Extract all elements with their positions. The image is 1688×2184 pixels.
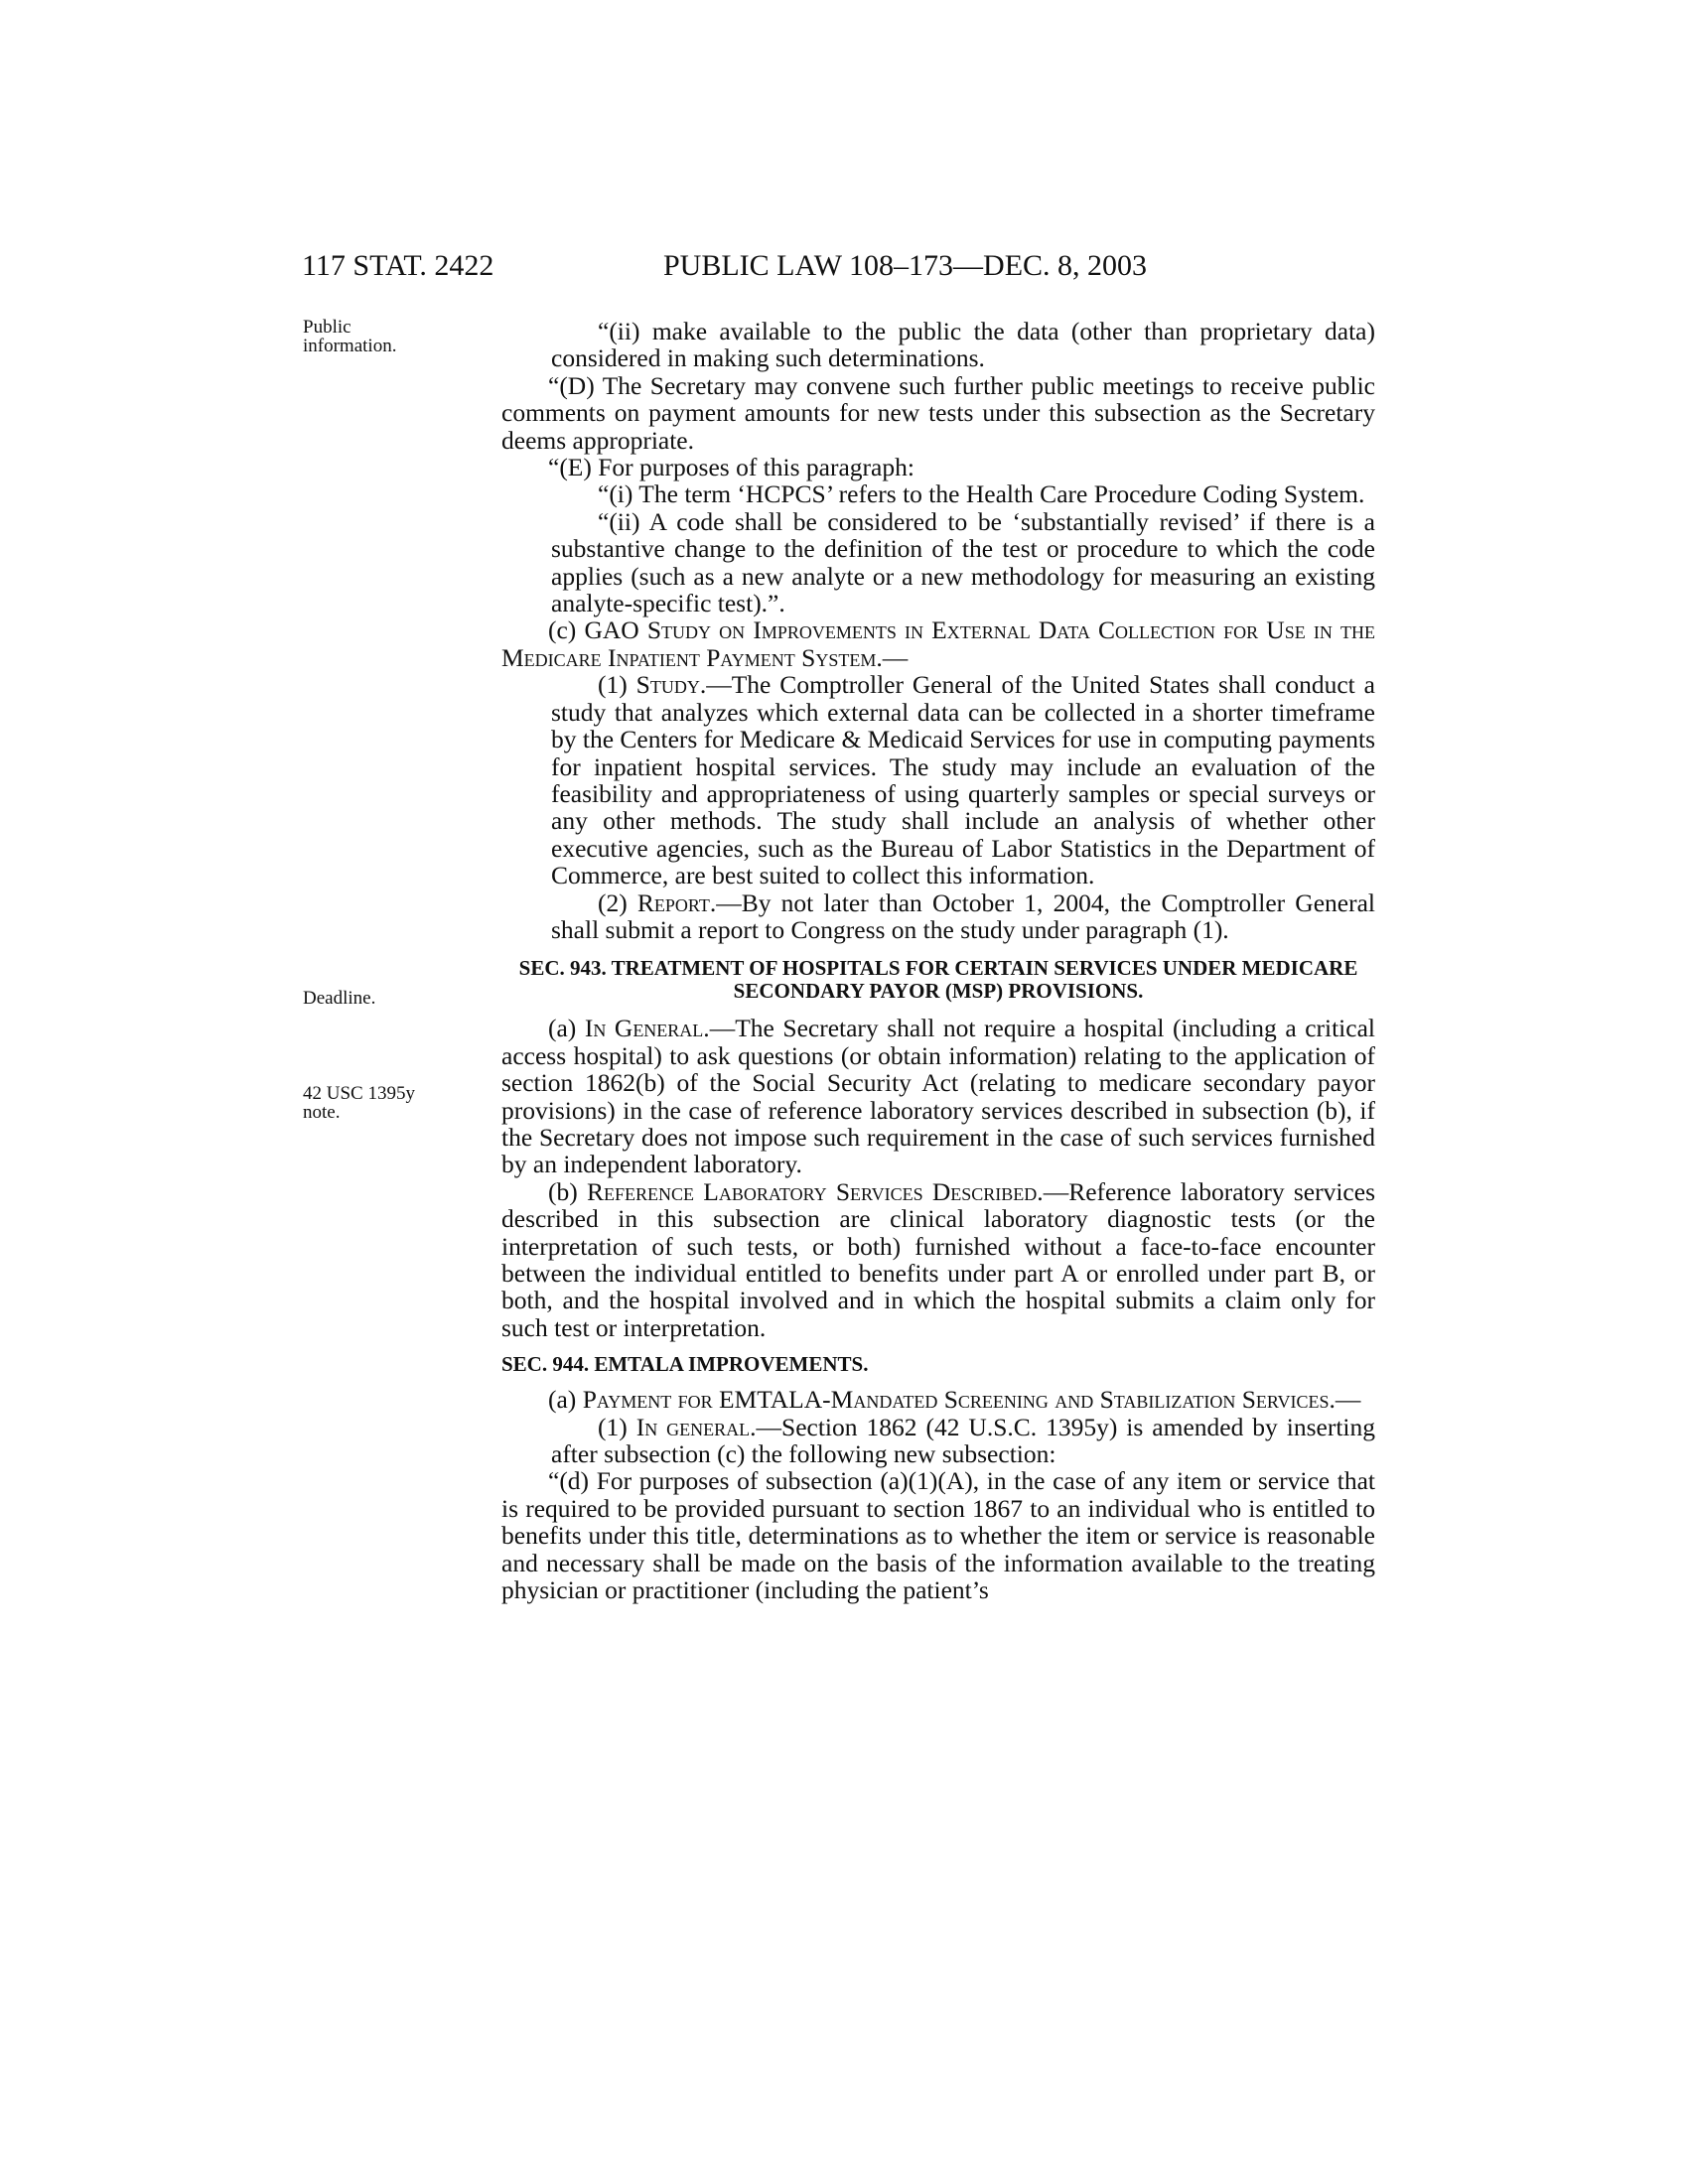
section-944-a-1-heading: In general. xyxy=(635,1412,757,1441)
section-943-a-prefix: (a) xyxy=(548,1014,585,1043)
section-944-a-dash: — xyxy=(1335,1385,1361,1415)
section-944-a-heading: Payment for EMTALA-Mandated Screening and Stabilization Services. xyxy=(582,1385,1336,1415)
subparagraph-e: “(E) For purposes of this paragraph: xyxy=(548,453,914,482)
clause-e-ii: “(ii) A code shall be considered to be ‘substantially revised’ if there is a substantive change to the definition of the test or procedure to which the code applies (such as a new analyte or a new methodology for measuring an existing analyte-specific test).”. xyxy=(551,506,1375,618)
paragraph-c-1-text: —The Comptroller General of the United States shall conduct a study that analyzes which external data can be collected in a shorter timeframe by the Centers for Medicare & Medicaid Services for use in computing payments for inpatient hospital services. The study may include an evaluation of the feasibility and appropriateness of using quarterly samples or special surveys or any other methods. The study shall include an analysis of whether other executive agencies, such as the Bureau of Labor Statistics in the Department of Commerce, are best suited to collect this information. xyxy=(551,670,1375,890)
margin-note-usc xyxy=(303,1084,462,1122)
subsection-c-dash: — xyxy=(882,642,909,672)
section-943-b-prefix: (b) xyxy=(548,1176,588,1206)
section-943-b-text: —Reference laboratory services described in this subsection are clinical laboratory diagnostic tests (or the interpretation of such tests, or both) furnished without a face-to-face encounter between the individual entitled to benefits under part A or enrolled under part B, or both, and the hospital involved and in which the hospital submits a claim only for such test or interpretation. xyxy=(501,1176,1375,1342)
paragraph-c-1-heading: Study. xyxy=(635,670,707,700)
section-944-a-1-prefix: (1) xyxy=(598,1412,636,1441)
paragraph-c-2-prefix: (2) xyxy=(598,887,637,917)
paragraph-c-2-text: —By not later than October 1, 2004, the Comptroller General shall submit a report to Congress on the study under paragraph (1). xyxy=(551,887,1376,944)
section-943-a-heading: In General. xyxy=(584,1014,710,1043)
margin-note-line: 42 USC 1395y xyxy=(303,1083,415,1104)
section-944-a-1 xyxy=(501,1414,1375,1468)
stat-page-reference: 117 STAT. 2422 xyxy=(302,249,494,282)
new-subsection-d: “(d) For purposes of subsection (a)(1)(A), in the case of any item or service that is required to be provided pursuant to section 1867 to an individual who is entitled to benefits under this title, determinations as to whether the item or service is reasonable and necessary shall be made on the basis of the information available to the treating physician or practitioner (including the patient’s xyxy=(501,1466,1375,1605)
paragraph-c-2-heading: Report. xyxy=(636,887,717,917)
margin-note-line: note. xyxy=(303,1102,341,1123)
subsection-c xyxy=(501,616,1375,671)
clause-d-ii: “(ii) make available to the public the data (other than proprietary data) considered in making such determinations. xyxy=(551,317,1375,373)
subparagraph-d: “(D) The Secretary may convene such further public meetings to receive public comments on payment amounts for new tests under this subsection as the Secretary deems appropriate. xyxy=(501,370,1375,455)
section-944-a-prefix: (a) xyxy=(548,1385,583,1415)
margin-note-line: Public xyxy=(303,317,352,338)
document-body xyxy=(501,318,1375,1603)
section-943-b xyxy=(501,1178,1375,1341)
paragraph-c-1-prefix: (1) xyxy=(598,670,636,700)
subsection-c-prefix: (c) xyxy=(548,615,585,645)
paragraph-c-1 xyxy=(501,671,1375,888)
section-943-heading: SEC. 943. TREATMENT OF HOSPITALS FOR CERTAIN SERVICES UNDER MEDICARE SECONDARY PAYOR (MSP) PROVISIONS. xyxy=(518,956,1358,1004)
section-943-a-text: —The Secretary shall not require a hospital (including a critical access hospital) to ask questions (or obtain information) relating to the application of section 1862(b) of the Social Security Act (relating to medicare secondary payor provisions) in the case of reference laboratory services described in subsection (b), if the Secretary does not impose such requirement in the case of such services furnished by an independent laboratory. xyxy=(501,1014,1375,1179)
section-944-a xyxy=(501,1386,1375,1413)
margin-note-line: information. xyxy=(303,336,397,356)
subsection-c-heading: GAO Study on Improvements in External Data Collection for Use in the Medicare Inpatient Payment System. xyxy=(501,615,1375,672)
margin-note-public-information xyxy=(303,318,462,355)
page-header xyxy=(0,246,1688,286)
running-title: PUBLIC LAW 108–173—DEC. 8, 2003 xyxy=(663,249,1148,282)
section-943-a xyxy=(501,1015,1375,1177)
paragraph-c-2 xyxy=(501,889,1375,944)
margin-note-deadline: Deadline. xyxy=(303,988,376,1009)
clause-e-i: “(i) The term ‘HCPCS’ refers to the Health Care Procedure Coding System. xyxy=(598,479,1365,509)
section-943-b-heading: Reference Laboratory Services Described. xyxy=(587,1176,1044,1206)
section-944-a-1-text: —Section 1862 (42 U.S.C. 1395y) is amended by inserting after subsection (c) the following new subsection: xyxy=(551,1412,1375,1469)
section-944-heading: SEC. 944. EMTALA IMPROVEMENTS. xyxy=(501,1352,869,1377)
